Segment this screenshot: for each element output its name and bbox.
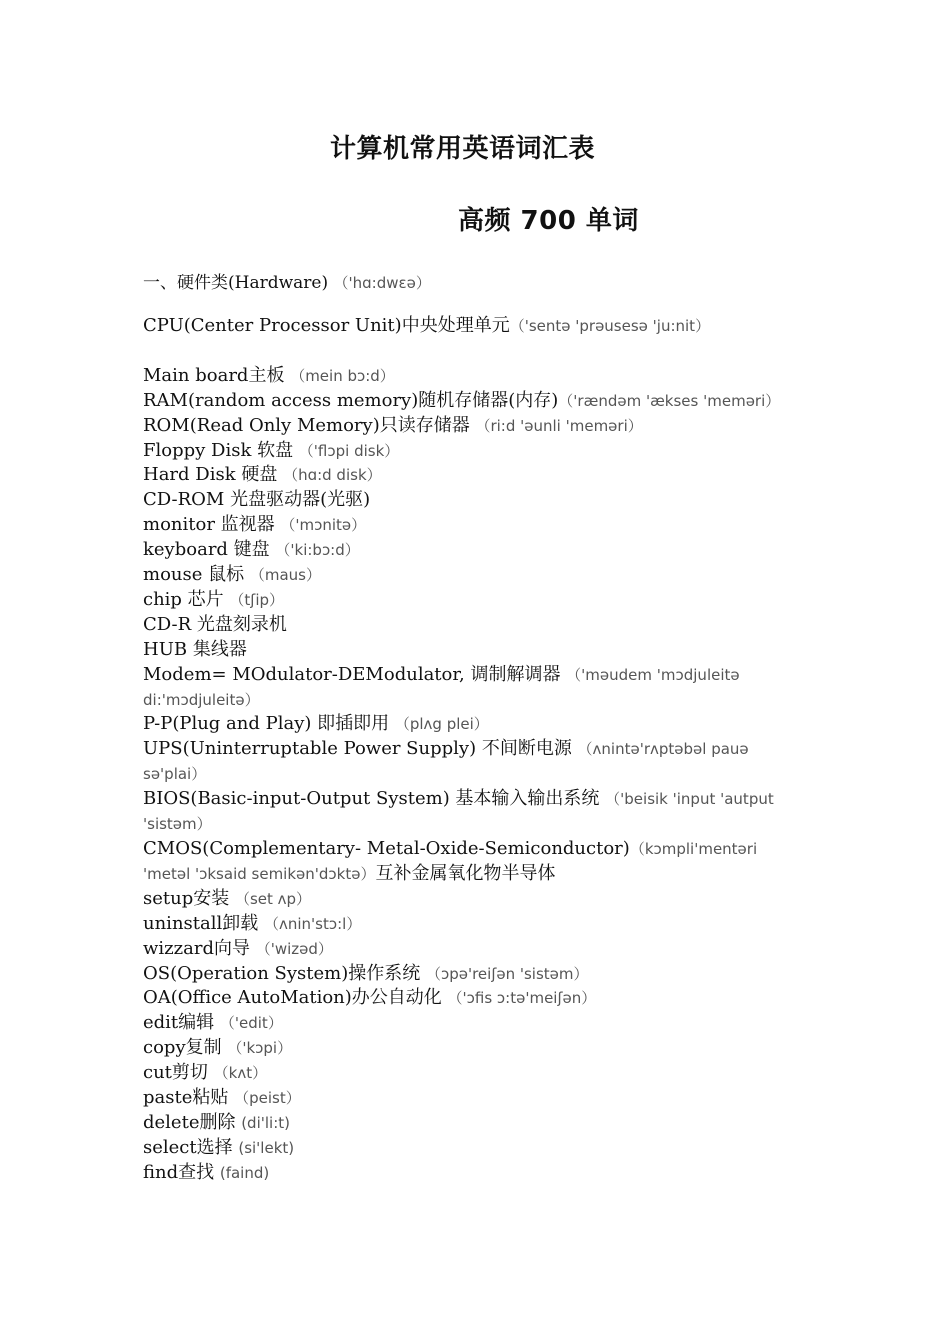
section-heading-phonetic: （'hɑ:dwɛə） [333,274,431,292]
vocab-term-suffix: 互补金属氧化物半导体 [375,862,556,884]
vocab-entry [143,837,803,887]
vocab-entry [143,1036,803,1061]
vocab-phonetic: （kɔmpli'mentəri 'metəl 'ɔksaid semikən'dɔktə） [143,840,758,883]
vocab-phonetic: （plʌg plei） [394,715,489,734]
vocab-entry [143,513,803,538]
vocab-phonetic: （ʌnintə'rʌptəbəl pauə sə'plai） [143,740,749,784]
vocab-term: monitor 监视器 [143,514,281,536]
vocab-entry [143,912,803,937]
vocab-phonetic: （'edit） [219,1014,283,1033]
vocab-term: RAM(random access memory)随机存储器(内存) [143,389,559,411]
vocab-term: keyboard 键盘 [143,539,276,561]
vocab-entry [143,787,803,837]
vocab-term: Main board主板 [143,364,291,386]
vocab-entry [143,962,803,987]
vocab-entry [143,1061,803,1086]
vocab-term: Modem= MOdulator-DEModulator, 调制解调器 [143,663,567,685]
vocab-entry [143,1161,803,1186]
vocab-term: Floppy Disk 软盘 [143,439,299,461]
vocab-phonetic: （kʌt） [213,1064,268,1083]
vocab-entry [143,314,803,339]
vocab-term: UPS(Uninterruptable Power Supply) 不间断电源 [143,738,578,760]
vocab-term: delete删除 [143,1111,242,1133]
vocab-entry [143,887,803,912]
vocab-phonetic: （ri:d 'əunli 'meməri） [475,416,643,435]
vocab-phonetic: （'məudem 'mɔdjuleitə di:'mɔdjuleitə） [143,665,740,709]
vocab-entry [143,389,803,414]
vocab-entry [143,563,803,588]
vocab-entry [143,1111,803,1136]
vocab-term: uninstall卸载 [143,912,264,934]
vocab-term: HUB 集线器 [143,638,247,660]
vocab-term: cut剪切 [143,1062,214,1084]
vocab-entry [143,414,803,439]
vocab-term: find查找 [143,1161,220,1183]
vocab-term: Hard Disk 硬盘 [143,464,284,486]
vocab-phonetic: （ɔpə'reiʃən 'sistəm） [425,964,589,983]
vocabulary-list [143,314,803,1186]
vocab-phonetic: （tʃip） [229,590,285,609]
document-subtitle: 高频 700 单词 [458,206,639,236]
vocab-phonetic: （'rændəm 'ækses 'meməri） [558,391,781,410]
section-heading-text: 一、硬件类(Hardware) [143,273,334,293]
vocab-phonetic: （'flɔpi disk） [298,441,400,460]
vocab-phonetic: （peist） [234,1089,301,1108]
vocab-entry [143,588,803,613]
vocab-term: CD-ROM 光盘驱动器(光驱) [143,489,371,511]
vocab-phonetic: （mein bɔ:d） [290,366,395,385]
vocab-phonetic: （hɑ:d disk） [283,466,382,485]
vocab-term: select选择 [143,1136,239,1158]
vocab-phonetic: （'wizəd） [255,939,333,958]
vocab-entry [143,1086,803,1111]
vocab-entry [143,737,803,787]
vocab-phonetic: （'ki:bɔ:d） [275,541,360,560]
vocab-term: edit编辑 [143,1012,220,1034]
vocab-term: CMOS(Complementary- Metal-Oxide-Semiconductor) [143,838,630,860]
vocab-term: wizzard向导 [143,937,256,959]
vocab-phonetic: （set ʌp） [234,889,312,908]
vocab-entry [143,663,803,713]
vocab-entry [143,613,803,638]
vocab-entry [143,638,803,663]
vocab-phonetic: （'sentə 'prəusesə 'ju:nit） [509,317,711,335]
vocab-phonetic: （'mɔnitə） [280,516,367,535]
vocab-phonetic: （'kɔpi） [227,1039,293,1058]
vocab-phonetic: (di'li:t) [241,1113,290,1132]
vocab-term: setup安装 [143,887,235,909]
vocab-term: OS(Operation System)操作系统 [143,962,426,984]
document-title: 计算机常用英语词汇表 [330,134,596,164]
vocab-term: CD-R 光盘刻录机 [143,613,287,635]
vocab-term: mouse 鼠标 [143,564,250,586]
section-heading [143,268,431,293]
vocab-term: ROM(Read Only Memory)只读存储器 [143,414,476,436]
vocab-phonetic: （maus） [249,566,321,585]
vocab-term: CPU(Center Processor Unit)中央处理单元 [143,315,510,336]
vocab-phonetic: (faind) [219,1163,270,1182]
vocab-term: P-P(Plug and Play) 即插即用 [143,713,395,735]
vocab-entry [143,538,803,563]
vocab-entry [143,439,803,464]
vocab-entry [143,1011,803,1036]
vocab-phonetic: (si'lekt) [238,1138,295,1157]
vocab-entry [143,488,803,513]
vocab-entry [143,364,803,389]
vocab-term: BIOS(Basic-input-Output System) 基本输入输出系统 [143,788,606,810]
vocab-term: copy复制 [143,1037,228,1059]
vocab-phonetic: （'beisik 'input 'autput 'sistəm） [143,790,774,834]
vocab-term: paste粘贴 [143,1087,235,1109]
vocab-entry [143,712,803,737]
vocab-term: chip 芯片 [143,588,230,610]
vocab-phonetic: （'ɔfis ɔ:tə'meiʃən） [447,989,597,1008]
vocab-entry [143,937,803,962]
vocab-entry [143,1136,803,1161]
vocab-phonetic: （ʌnin'stɔ:l） [263,914,362,933]
vocab-entry [143,463,803,488]
vocab-entry [143,986,803,1011]
vocab-term: OA(Office AutoMation)办公自动化 [143,987,448,1009]
